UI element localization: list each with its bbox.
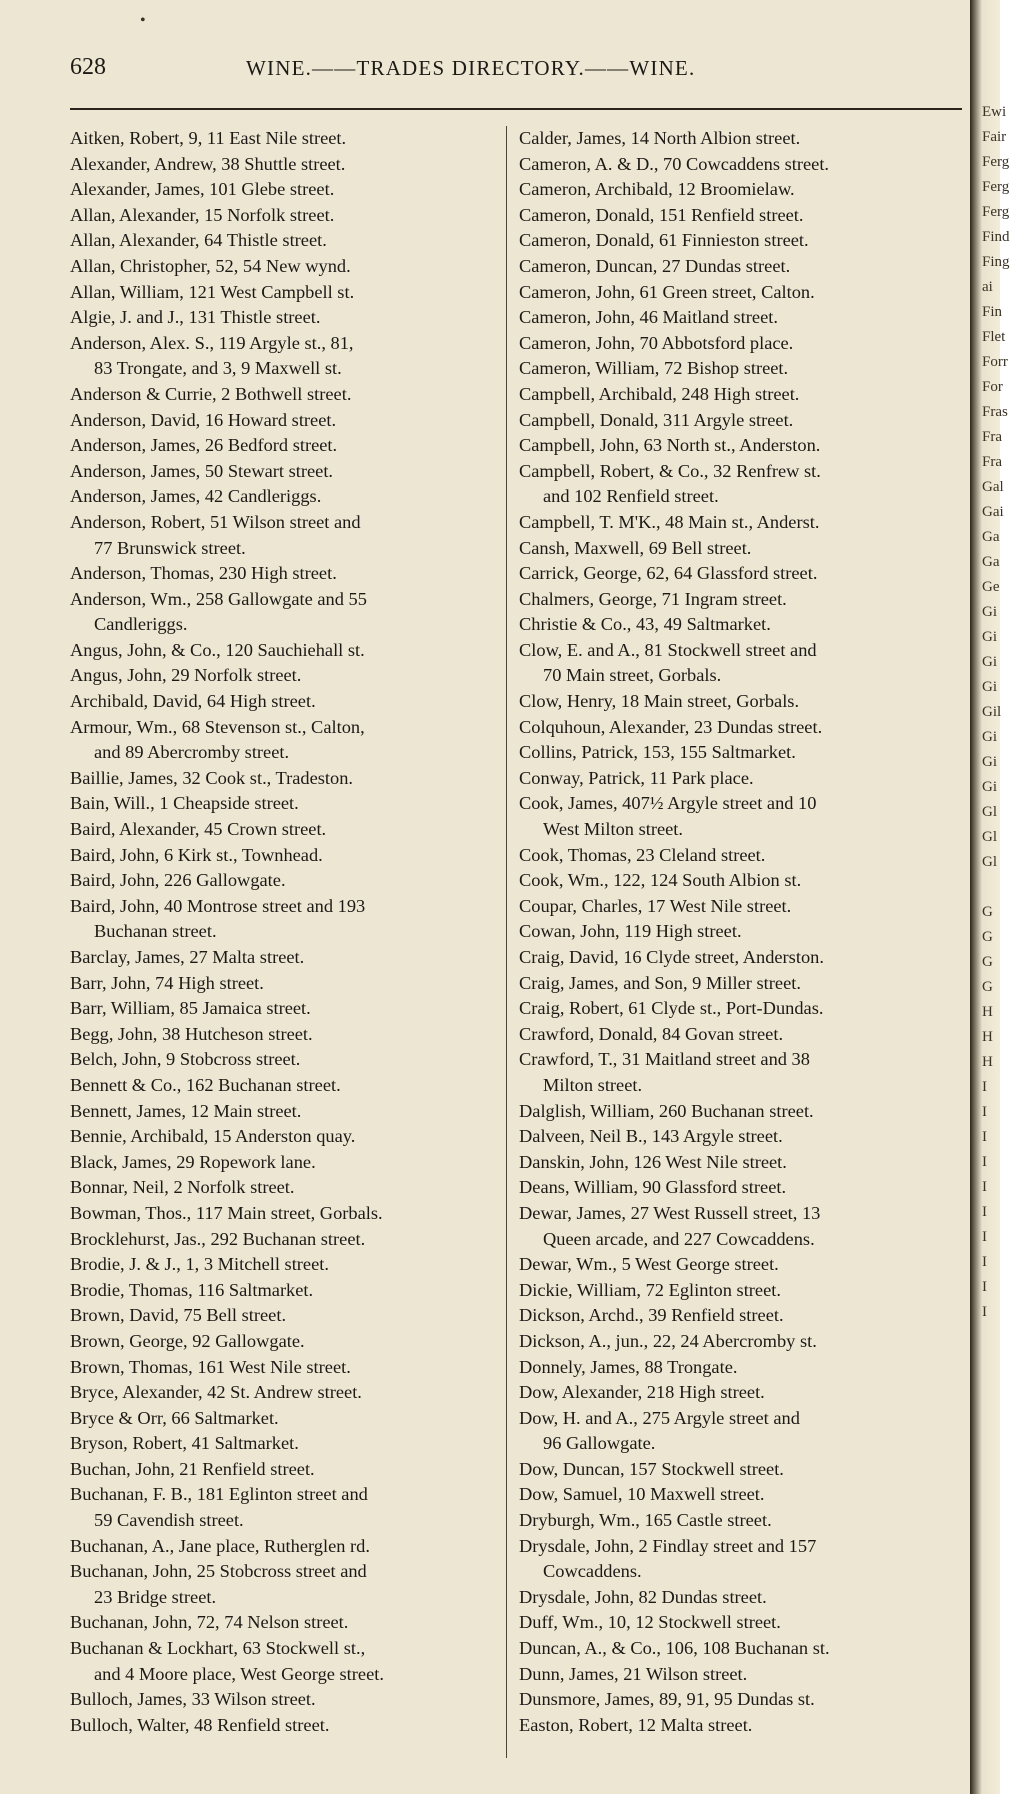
entry-line: Brown, David, 75 Bell street.: [70, 1305, 287, 1326]
directory-entry: [70, 459, 502, 485]
entry-line: Cameron, William, 72 Bishop street.: [519, 358, 789, 379]
edge-fragment: Fra: [982, 429, 1002, 445]
directory-entry: [70, 305, 502, 331]
directory-entry: [70, 1636, 502, 1687]
entry-line: Barr, William, 85 Jamaica street.: [70, 998, 311, 1019]
entry-line: Dow, Duncan, 157 Stockwell street.: [519, 1458, 784, 1479]
facing-page-text: [982, 100, 1010, 1325]
entry-line: Anderson, Robert, 51 Wilson street and: [70, 511, 361, 532]
directory-entry: [519, 408, 951, 434]
entry-line: Craig, James, and Son, 9 Miller street.: [519, 972, 801, 993]
entry-line: Algie, J. and J., 131 Thistle street.: [70, 307, 321, 328]
entry-line: Baird, Alexander, 45 Crown street.: [70, 819, 327, 840]
edge-fragment: Fin: [982, 304, 1003, 320]
directory-entry: [70, 484, 502, 510]
entry-line: Dewar, James, 27 West Russell street, 13: [519, 1202, 821, 1223]
edge-fragment: Gi: [982, 629, 997, 645]
directory-entry: [519, 971, 951, 997]
directory-entry: [519, 561, 951, 587]
entry-line: Angus, John, 29 Norfolk street.: [70, 665, 302, 686]
entry-line: Dryburgh, Wm., 165 Castle street.: [519, 1510, 772, 1531]
entry-line: Collins, Patrick, 153, 155 Saltmarket.: [519, 742, 796, 763]
directory-entry: [519, 1329, 951, 1355]
entry-continuation: Cowcaddens.: [543, 1561, 642, 1582]
entry-line: Cook, Wm., 122, 124 South Albion st.: [519, 870, 802, 891]
directory-entry: [70, 843, 502, 869]
entry-line: Cameron, Duncan, 27 Dundas street.: [519, 255, 791, 276]
edge-fragment: Gil: [982, 704, 1002, 720]
edge-fragment: I: [982, 1254, 987, 1270]
directory-entry: [70, 177, 502, 203]
edge-fragment: Gi: [982, 779, 997, 795]
directory-entry: [519, 638, 951, 689]
entry-line: Coupar, Charles, 17 West Nile street.: [519, 895, 792, 916]
directory-entry: [70, 561, 502, 587]
directory-entry: [70, 1278, 502, 1304]
entry-line: Alexander, James, 101 Glebe street.: [70, 179, 335, 200]
directory-entry: [519, 1713, 951, 1739]
entry-line: Aitken, Robert, 9, 11 East Nile street.: [70, 128, 347, 148]
entry-line: Baird, John, 226 Gallowgate.: [70, 870, 286, 891]
directory-entry: [70, 254, 502, 280]
directory-entry: [519, 228, 951, 254]
directory-entry: [70, 996, 502, 1022]
directory-entry: [519, 791, 951, 842]
entry-line: Campbell, John, 63 North st., Anderston.: [519, 435, 821, 456]
edge-fragment: Ewi: [982, 104, 1007, 120]
directory-entry: [70, 1431, 502, 1457]
entry-line: Buchan, John, 21 Renfield street.: [70, 1458, 315, 1479]
directory-entry: [70, 638, 502, 664]
edge-fragment: I: [982, 1079, 987, 1095]
directory-entry: [70, 689, 502, 715]
directory-entry: [519, 740, 951, 766]
entry-line: Barclay, James, 27 Malta street.: [70, 947, 305, 967]
directory-entry: [70, 1355, 502, 1381]
directory-entry: [70, 1073, 502, 1099]
entry-line: Cameron, John, 70 Abbotsford place.: [519, 332, 794, 353]
directory-entry: [70, 433, 502, 459]
directory-entry: [70, 1610, 502, 1636]
entry-line: Brown, George, 92 Gallowgate.: [70, 1330, 305, 1351]
directory-entry: [70, 715, 502, 766]
directory-entry: [70, 1482, 502, 1533]
entry-line: Easton, Robert, 12 Malta street.: [519, 1714, 753, 1735]
entry-line: Clow, E. and A., 81 Stockwell street and: [519, 639, 817, 660]
directory-entry: [70, 766, 502, 792]
directory-entry: [70, 126, 502, 152]
entry-line: Campbell, T. M'K., 48 Main st., Anderst.: [519, 511, 820, 532]
directory-entry: [70, 868, 502, 894]
directory-entry: [70, 663, 502, 689]
directory-entry: [519, 715, 951, 741]
entry-line: Allan, Alexander, 15 Norfolk street.: [70, 204, 335, 225]
entry-line: Barr, John, 74 High street.: [70, 972, 264, 993]
directory-entry: [519, 1047, 951, 1098]
directory-entry: [70, 817, 502, 843]
edge-fragment: I: [982, 1104, 987, 1120]
entry-line: Dow, Alexander, 218 High street.: [519, 1382, 765, 1403]
entry-line: Begg, John, 38 Hutcheson street.: [70, 1023, 313, 1044]
entry-continuation: 96 Gallowgate.: [543, 1433, 656, 1454]
entry-line: Anderson, Wm., 258 Gallowgate and 55: [70, 588, 367, 609]
entry-line: Allan, Christopher, 52, 54 New wynd.: [70, 255, 351, 276]
entry-line: Deans, William, 90 Glassford street.: [519, 1177, 787, 1198]
directory-entry: [70, 1047, 502, 1073]
entry-line: Bryce & Orr, 66 Saltmarket.: [70, 1407, 279, 1428]
entry-line: Bain, Will., 1 Cheapside street.: [70, 793, 299, 814]
edge-fragment: G: [982, 954, 993, 970]
entry-line: Bryce, Alexander, 42 St. Andrew street.: [70, 1382, 362, 1403]
entry-line: Anderson, Thomas, 230 High street.: [70, 563, 337, 584]
entry-line: Chalmers, George, 71 Ingram street.: [519, 588, 787, 609]
directory-entry: [70, 791, 502, 817]
edge-fragment: Gl: [982, 829, 997, 845]
entry-continuation: 23 Bridge street.: [94, 1586, 217, 1607]
edge-fragment: I: [982, 1179, 987, 1195]
directory-entry: [70, 1406, 502, 1432]
running-title: WINE.——TRADES DIRECTORY.——WINE.: [246, 56, 696, 80]
entry-continuation: Candleriggs.: [94, 614, 188, 635]
entry-line: Crawford, Donald, 84 Govan street.: [519, 1023, 784, 1044]
entry-line: Dow, H. and A., 275 Argyle street and: [519, 1407, 800, 1428]
directory-entry: [519, 1482, 951, 1508]
entry-line: Craig, Robert, 61 Clyde st., Port-Dundas.: [519, 998, 824, 1019]
edge-fragment: Ferg: [982, 204, 1010, 220]
edge-fragment: Find: [982, 229, 1010, 245]
edge-fragment: I: [982, 1154, 987, 1170]
edge-fragment: Gal: [982, 479, 1004, 495]
entry-continuation: and 102 Renfield street.: [543, 486, 719, 507]
entry-line: Carrick, George, 62, 64 Glassford street.: [519, 563, 818, 584]
directory-entry: [519, 1508, 951, 1534]
entry-line: Duncan, A., & Co., 106, 108 Buchanan st.: [519, 1638, 830, 1659]
directory-entry: [519, 945, 951, 971]
directory-entry: [70, 1380, 502, 1406]
page-header: [70, 54, 960, 90]
entry-line: Black, James, 29 Ropework lane.: [70, 1151, 316, 1172]
entry-line: Baird, John, 40 Montrose street and 193: [70, 895, 366, 916]
directory-entry: [519, 1175, 951, 1201]
entry-line: Bennie, Archibald, 15 Anderston quay.: [70, 1126, 356, 1147]
directory-entry: [519, 996, 951, 1022]
edge-fragment: Gi: [982, 754, 997, 770]
directory-entry: [519, 459, 951, 510]
entry-continuation: 70 Main street, Gorbals.: [543, 665, 722, 686]
edge-fragment: I: [982, 1229, 987, 1245]
entry-line: Bennett & Co., 162 Buchanan street.: [70, 1074, 341, 1095]
edge-fragment: Fair: [982, 129, 1007, 145]
directory-entry: [519, 1457, 951, 1483]
entry-line: Cowan, John, 119 High street.: [519, 921, 742, 942]
directory-entry: [519, 1662, 951, 1688]
edge-fragment: [982, 875, 1000, 900]
directory-entry: [70, 1150, 502, 1176]
directory-entry: [70, 1252, 502, 1278]
directory-entry: [519, 1610, 951, 1636]
directory-entry: [70, 1457, 502, 1483]
directory-entry: [519, 1585, 951, 1611]
entry-line: Brocklehurst, Jas., 292 Buchanan street.: [70, 1228, 366, 1249]
edge-fragment: Forr: [982, 354, 1008, 370]
entry-continuation: 59 Cavendish street.: [94, 1510, 244, 1531]
entry-line: Cameron, John, 46 Maitland street.: [519, 307, 778, 328]
entry-line: Cansh, Maxwell, 69 Bell street.: [519, 537, 752, 558]
directory-entry: [519, 1406, 951, 1457]
entry-line: Cameron, A. & D., 70 Cowcaddens street.: [519, 153, 830, 174]
print-mark: •: [140, 12, 146, 29]
edge-fragment: G: [982, 904, 993, 920]
entry-continuation: West Milton street.: [543, 819, 684, 840]
directory-entry: [519, 894, 951, 920]
edge-fragment: Ga: [982, 529, 1000, 545]
edge-fragment: Ferg: [982, 179, 1010, 195]
edge-fragment: Fra: [982, 454, 1002, 470]
entry-line: Campbell, Robert, & Co., 32 Renfrew st.: [519, 460, 821, 481]
edge-fragment: Gl: [982, 854, 997, 870]
directory-entry: [519, 1124, 951, 1150]
entry-line: Cameron, Donald, 151 Renfield street.: [519, 204, 804, 225]
edge-fragment: Flet: [982, 329, 1006, 345]
entry-line: Brodie, Thomas, 116 Saltmarket.: [70, 1279, 314, 1300]
entry-line: Cook, Thomas, 23 Cleland street.: [519, 844, 766, 865]
directory-entry: [70, 945, 502, 971]
directory-entry: [519, 1303, 951, 1329]
edge-fragment: H: [982, 1029, 993, 1045]
directory-entry: [519, 1278, 951, 1304]
entry-continuation: Buchanan street.: [94, 921, 217, 942]
entry-line: Dewar, Wm., 5 West George street.: [519, 1254, 779, 1275]
directory-entry: [70, 1201, 502, 1227]
entry-line: Archibald, David, 64 High street.: [70, 691, 316, 712]
entry-line: Bonnar, Neil, 2 Norfolk street.: [70, 1177, 295, 1198]
directory-entry: [519, 1687, 951, 1713]
directory-entry: [519, 1534, 951, 1585]
directory-entry: [70, 152, 502, 178]
entry-line: Dickson, A., jun., 22, 24 Abercromby st.: [519, 1330, 817, 1351]
directory-entry: [519, 126, 951, 152]
entry-line: Drysdale, John, 2 Findlay street and 157: [519, 1535, 817, 1556]
directory-entry: [519, 305, 951, 331]
edge-fragment: Ferg: [982, 154, 1010, 170]
directory-entry: [70, 331, 502, 382]
entry-line: Alexander, Andrew, 38 Shuttle street.: [70, 153, 346, 174]
entry-line: Donnely, James, 88 Trongate.: [519, 1356, 738, 1377]
directory-entry: [70, 1175, 502, 1201]
entry-line: Bulloch, Walter, 48 Renfield street.: [70, 1714, 330, 1735]
entry-continuation: and 4 Moore place, West George street.: [94, 1663, 384, 1684]
entry-line: Calder, James, 14 North Albion street.: [519, 128, 801, 148]
directory-entry: [70, 1099, 502, 1125]
directory-entry: [519, 689, 951, 715]
directory-entry: [519, 1150, 951, 1176]
edge-fragment: Gi: [982, 679, 997, 695]
entry-line: Cameron, Donald, 61 Finnieston street.: [519, 230, 809, 251]
entry-line: Anderson, David, 16 Howard street.: [70, 409, 337, 430]
directory-entry: [519, 612, 951, 638]
entry-line: Drysdale, John, 82 Dundas street.: [519, 1586, 767, 1607]
directory-entry: [70, 1713, 502, 1739]
edge-fragment: ai: [982, 279, 993, 295]
column-divider: [506, 126, 507, 1758]
entry-line: Dunn, James, 21 Wilson street.: [519, 1663, 748, 1684]
directory-entry: [519, 1201, 951, 1252]
entry-line: Allan, William, 121 West Campbell st.: [70, 281, 355, 302]
header-rule: [70, 108, 962, 110]
entry-line: Cameron, John, 61 Green street, Calton.: [519, 281, 815, 302]
directory-entry: [70, 1303, 502, 1329]
directory-entry: [519, 1252, 951, 1278]
entry-line: Belch, John, 9 Stobcross street.: [70, 1049, 301, 1070]
edge-fragment: Ga: [982, 554, 1000, 570]
directory-entry: [519, 587, 951, 613]
directory-entry: [519, 868, 951, 894]
edge-fragment: G: [982, 929, 993, 945]
directory-entry: [519, 177, 951, 203]
entry-line: Bennett, James, 12 Main street.: [70, 1100, 302, 1121]
directory-entry: [70, 382, 502, 408]
directory-entry: [519, 203, 951, 229]
directory-entry: [519, 919, 951, 945]
directory-entry: [519, 510, 951, 536]
entry-line: Dunsmore, James, 89, 91, 95 Dundas st.: [519, 1689, 815, 1710]
entry-line: Buchanan & Lockhart, 63 Stockwell st.,: [70, 1638, 366, 1659]
entry-continuation: Queen arcade, and 227 Cowcaddens.: [543, 1228, 815, 1249]
entry-line: Dalveen, Neil B., 143 Argyle street.: [519, 1126, 783, 1147]
entry-line: Dalglish, William, 260 Buchanan street.: [519, 1100, 814, 1121]
directory-entry: [519, 152, 951, 178]
entry-continuation: 77 Brunswick street.: [94, 537, 246, 558]
entry-line: Danskin, John, 126 West Nile street.: [519, 1151, 787, 1172]
directory-entry: [519, 382, 951, 408]
edge-fragment: Gi: [982, 604, 997, 620]
directory-entry: [70, 971, 502, 997]
directory-entry: [519, 536, 951, 562]
directory-entry: [519, 843, 951, 869]
directory-entry: [70, 203, 502, 229]
entry-line: Christie & Co., 43, 49 Saltmarket.: [519, 614, 771, 635]
entry-line: Buchanan, A., Jane place, Rutherglen rd.: [70, 1535, 370, 1556]
entry-line: Dickson, Archd., 39 Renfield street.: [519, 1305, 784, 1326]
entry-line: Armour, Wm., 68 Stevenson st., Calton,: [70, 716, 365, 737]
entry-line: Campbell, Donald, 311 Argyle street.: [519, 409, 794, 430]
edge-fragment: Fras: [982, 404, 1008, 420]
directory-entry: [519, 331, 951, 357]
edge-fragment: H: [982, 1004, 993, 1020]
entry-line: Buchanan, John, 25 Stobcross street and: [70, 1561, 367, 1582]
directory-entry: [519, 1022, 951, 1048]
directory-entry: [519, 433, 951, 459]
entry-line: Conway, Patrick, 11 Park place.: [519, 767, 754, 788]
directory-entry: [70, 1559, 502, 1610]
entry-line: Dow, Samuel, 10 Maxwell street.: [519, 1484, 765, 1505]
edge-fragment: Gl: [982, 804, 997, 820]
entry-line: Angus, John, & Co., 120 Sauchiehall st.: [70, 639, 365, 660]
entry-line: Anderson, James, 50 Stewart street.: [70, 460, 334, 481]
right-column: [519, 126, 951, 1738]
edge-fragment: Fing: [982, 254, 1010, 270]
directory-entry: [70, 1687, 502, 1713]
directory-entry: [519, 1380, 951, 1406]
entry-line: Baird, John, 6 Kirk st., Townhead.: [70, 844, 323, 865]
entry-line: Anderson, James, 42 Candleriggs.: [70, 486, 322, 507]
directory-entry: [70, 1329, 502, 1355]
entry-line: Buchanan, John, 72, 74 Nelson street.: [70, 1612, 349, 1633]
directory-entry: [519, 254, 951, 280]
edge-fragment: Gai: [982, 504, 1004, 520]
entry-line: Craig, David, 16 Clyde street, Anderston.: [519, 947, 824, 967]
directory-entry: [70, 1124, 502, 1150]
entry-line: Clow, Henry, 18 Main street, Gorbals.: [519, 691, 800, 712]
entry-line: Campbell, Archibald, 248 High street.: [519, 383, 800, 404]
entry-line: Colquhoun, Alexander, 23 Dundas street.: [519, 716, 823, 737]
directory-entry: [519, 766, 951, 792]
directory-entry: [70, 228, 502, 254]
edge-fragment: I: [982, 1129, 987, 1145]
entry-continuation: 83 Trongate, and 3, 9 Maxwell st.: [94, 358, 342, 379]
edge-fragment: H: [982, 1054, 993, 1070]
directory-entry: [70, 280, 502, 306]
edge-fragment: I: [982, 1304, 987, 1320]
edge-fragment: I: [982, 1204, 987, 1220]
entry-line: Anderson, Alex. S., 119 Argyle st., 81,: [70, 332, 354, 353]
entry-line: Bryson, Robert, 41 Saltmarket.: [70, 1433, 299, 1454]
entry-line: Duff, Wm., 10, 12 Stockwell street.: [519, 1612, 781, 1633]
entry-line: Allan, Alexander, 64 Thistle street.: [70, 230, 327, 251]
directory-entry: [70, 894, 502, 945]
directory-entry: [70, 587, 502, 638]
entry-line: Brown, Thomas, 161 West Nile street.: [70, 1356, 351, 1377]
entry-line: Anderson & Currie, 2 Bothwell street.: [70, 383, 352, 404]
edge-fragment: G: [982, 979, 993, 995]
edge-fragment: Gi: [982, 654, 997, 670]
directory-entry: [70, 1022, 502, 1048]
left-column: [70, 126, 502, 1738]
entry-continuation: Milton street.: [543, 1074, 643, 1095]
edge-fragment: Ge: [982, 579, 1000, 595]
page-number: 628: [70, 54, 106, 80]
directory-entry: [70, 1534, 502, 1560]
edge-fragment: I: [982, 1279, 987, 1295]
entry-line: Anderson, James, 26 Bedford street.: [70, 435, 338, 456]
entry-line: Cook, James, 407½ Argyle street and 10: [519, 793, 817, 814]
directory-entry: [519, 1355, 951, 1381]
directory-entry: [70, 510, 502, 561]
directory-entry: [519, 356, 951, 382]
edge-fragment: Gi: [982, 729, 997, 745]
entry-line: Brodie, J. & J., 1, 3 Mitchell street.: [70, 1254, 329, 1275]
entry-line: Bowman, Thos., 117 Main street, Gorbals.: [70, 1202, 383, 1223]
directory-entry: [70, 408, 502, 434]
entry-line: Buchanan, F. B., 181 Eglinton street and: [70, 1484, 368, 1505]
entry-line: Dickie, William, 72 Eglinton street.: [519, 1279, 781, 1300]
directory-entry: [70, 1227, 502, 1253]
entry-line: Cameron, Archibald, 12 Broomielaw.: [519, 179, 795, 200]
edge-fragment: For: [982, 379, 1003, 395]
entry-line: Baillie, James, 32 Cook st., Tradeston.: [70, 767, 354, 788]
directory-entry: [519, 280, 951, 306]
directory-entry: [519, 1099, 951, 1125]
entry-line: Bulloch, James, 33 Wilson street.: [70, 1689, 316, 1710]
directory-entry: [519, 1636, 951, 1662]
entry-line: Crawford, T., 31 Maitland street and 38: [519, 1049, 810, 1070]
entry-continuation: and 89 Abercromby street.: [94, 742, 290, 763]
